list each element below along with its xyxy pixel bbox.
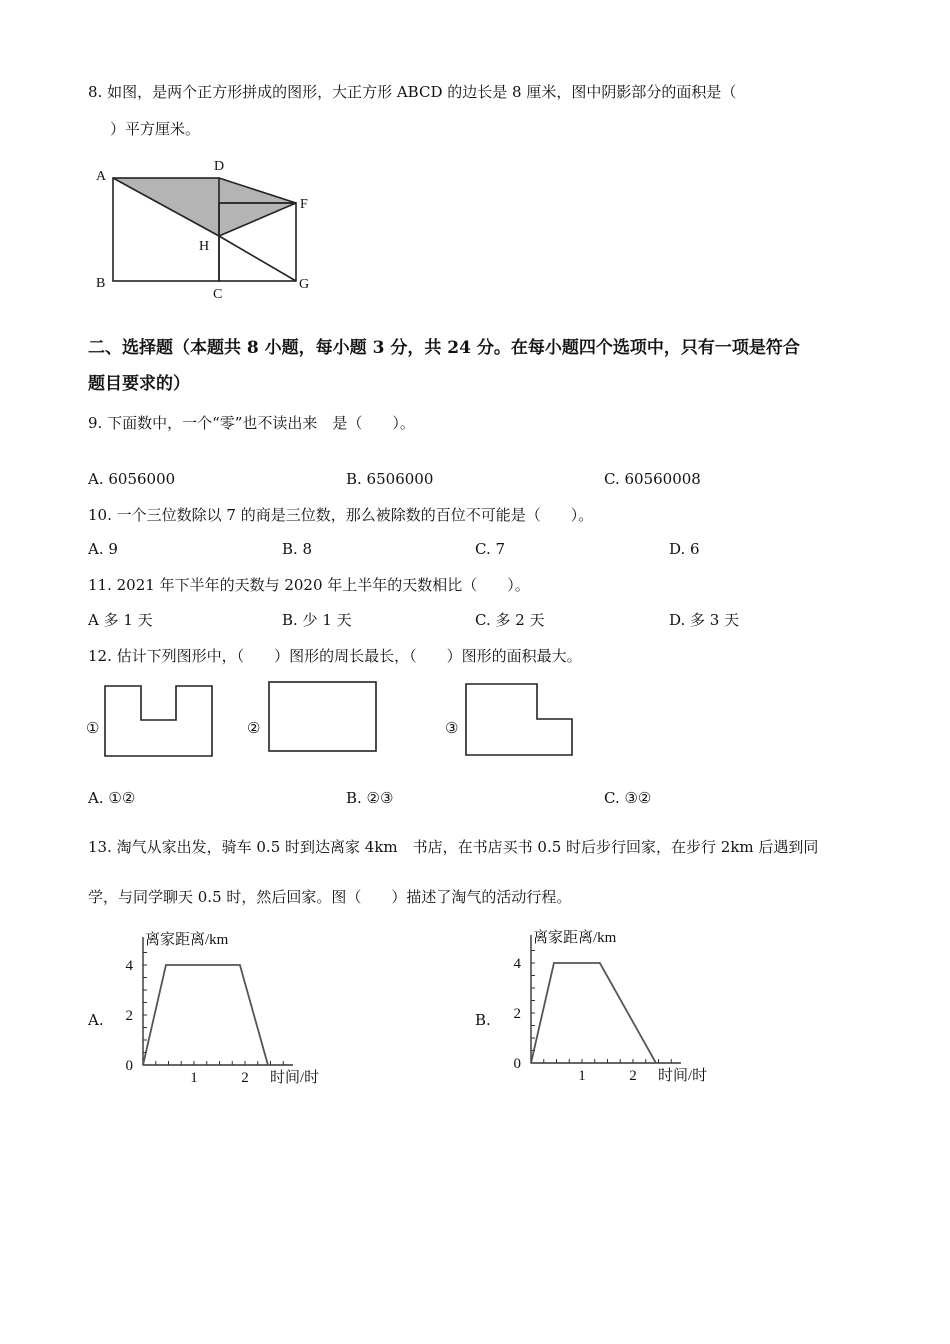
q10-option-a[interactable]: A. 9 bbox=[88, 540, 118, 558]
chartb-x-axis-title: 时间/时 bbox=[658, 1068, 708, 1084]
label-h: H bbox=[199, 239, 210, 254]
q8-stem-line1: 8. 如图，是两个正方形拼成的图形，大正方形 ABCD 的边长是 8 厘米，图中阴影部分的面积是（ bbox=[88, 83, 737, 101]
chartb-data-point bbox=[599, 962, 601, 964]
chartb-x-tick-label: 2 bbox=[629, 1068, 637, 1084]
charta-y-tick-label: 4 bbox=[125, 958, 133, 974]
label-f: F bbox=[300, 197, 308, 212]
q11-option-b[interactable]: B. 少 1 天 bbox=[282, 611, 352, 629]
chartb-data-point bbox=[553, 962, 555, 964]
q9-option-a[interactable]: A. 6056000 bbox=[88, 470, 176, 488]
chartb-y-tick-label: 4 bbox=[513, 956, 521, 972]
label-b: B bbox=[96, 276, 106, 291]
charta-y-tick-label: 2 bbox=[125, 1008, 133, 1024]
section2-heading-line1: 二、选择题（本题共 8 小题，每小题 3 分，共 24 分。在每小题四个选项中，只有一项是符合 bbox=[88, 338, 800, 358]
chartb-x-tick-label: 1 bbox=[578, 1068, 586, 1084]
q10-option-b[interactable]: B. 8 bbox=[282, 540, 313, 558]
label-g: G bbox=[299, 277, 310, 292]
q12-option-b[interactable]: B. ②③ bbox=[346, 789, 394, 807]
q13-stem-line1: 13. 淘气从家出发，骑车 0.5 时到达离家 4km 书店，在书店买书 0.5 时后步行回家，在步行 2km 后遇到同 bbox=[88, 838, 819, 856]
chartb-data-point bbox=[655, 1062, 657, 1064]
label-d: D bbox=[214, 159, 225, 174]
chartb-y-tick-label: 2 bbox=[513, 1006, 521, 1022]
section2-heading-line2: 题目要求的） bbox=[88, 374, 190, 394]
shape-label-1: ① bbox=[86, 721, 100, 737]
q10-option-c[interactable]: C. 7 bbox=[475, 540, 506, 558]
q12-option-a[interactable]: A. ①② bbox=[88, 789, 136, 807]
q9-stem: 9. 下面数中，一个“零”也不读出来 是（ ）。 bbox=[88, 414, 415, 432]
charta-y-axis-title: 离家距离/km bbox=[145, 932, 229, 948]
chartb-y-axis-title: 离家距离/km bbox=[533, 930, 617, 946]
q10-stem: 10. 一个三位数除以 7 的商是三位数，那么被除数的百位不可能是（ ）。 bbox=[88, 506, 594, 524]
q13-stem-line2: 学，与同学聊天 0.5 时，然后回家。图（ ）描述了淘气的活动行程。 bbox=[88, 888, 572, 906]
charta-x-tick-label: 2 bbox=[241, 1070, 249, 1086]
q11-option-c[interactable]: C. 多 2 天 bbox=[475, 611, 545, 629]
q11-option-d[interactable]: D. 多 3 天 bbox=[669, 611, 740, 629]
q9-option-b[interactable]: B. 6506000 bbox=[346, 470, 434, 488]
q12-stem: 12. 估计下列图形中，（ ）图形的周长最长，（ ）图形的面积最大。 bbox=[88, 647, 582, 665]
label-a: A bbox=[96, 169, 107, 184]
chartb-series-line bbox=[531, 963, 656, 1063]
charta-x-axis-title: 时间/时 bbox=[270, 1070, 320, 1086]
shape-label-2: ② bbox=[247, 721, 261, 737]
q13-graph-label-b[interactable]: B. bbox=[475, 1011, 491, 1029]
q11-stem: 11. 2021 年下半年的天数与 2020 年上半年的天数相比（ ）。 bbox=[88, 576, 530, 594]
shape-label-3: ③ bbox=[445, 721, 459, 737]
q13-graph-label-a[interactable]: A. bbox=[88, 1011, 104, 1029]
charta-x-tick-label: 1 bbox=[190, 1070, 198, 1086]
q10-option-d[interactable]: D. 6 bbox=[669, 540, 700, 558]
q9-option-c[interactable]: C. 60560008 bbox=[604, 470, 701, 488]
chartb-y-tick-label: 0 bbox=[513, 1056, 521, 1072]
q8-stem-line2: ）平方厘米。 bbox=[110, 120, 201, 138]
q12-option-c[interactable]: C. ③② bbox=[604, 789, 652, 807]
q11-option-a[interactable]: A 多 1 天 bbox=[88, 611, 153, 629]
charta-y-tick-label: 0 bbox=[125, 1058, 133, 1074]
chartb-data-point bbox=[530, 1062, 532, 1064]
label-c: C bbox=[213, 287, 223, 302]
